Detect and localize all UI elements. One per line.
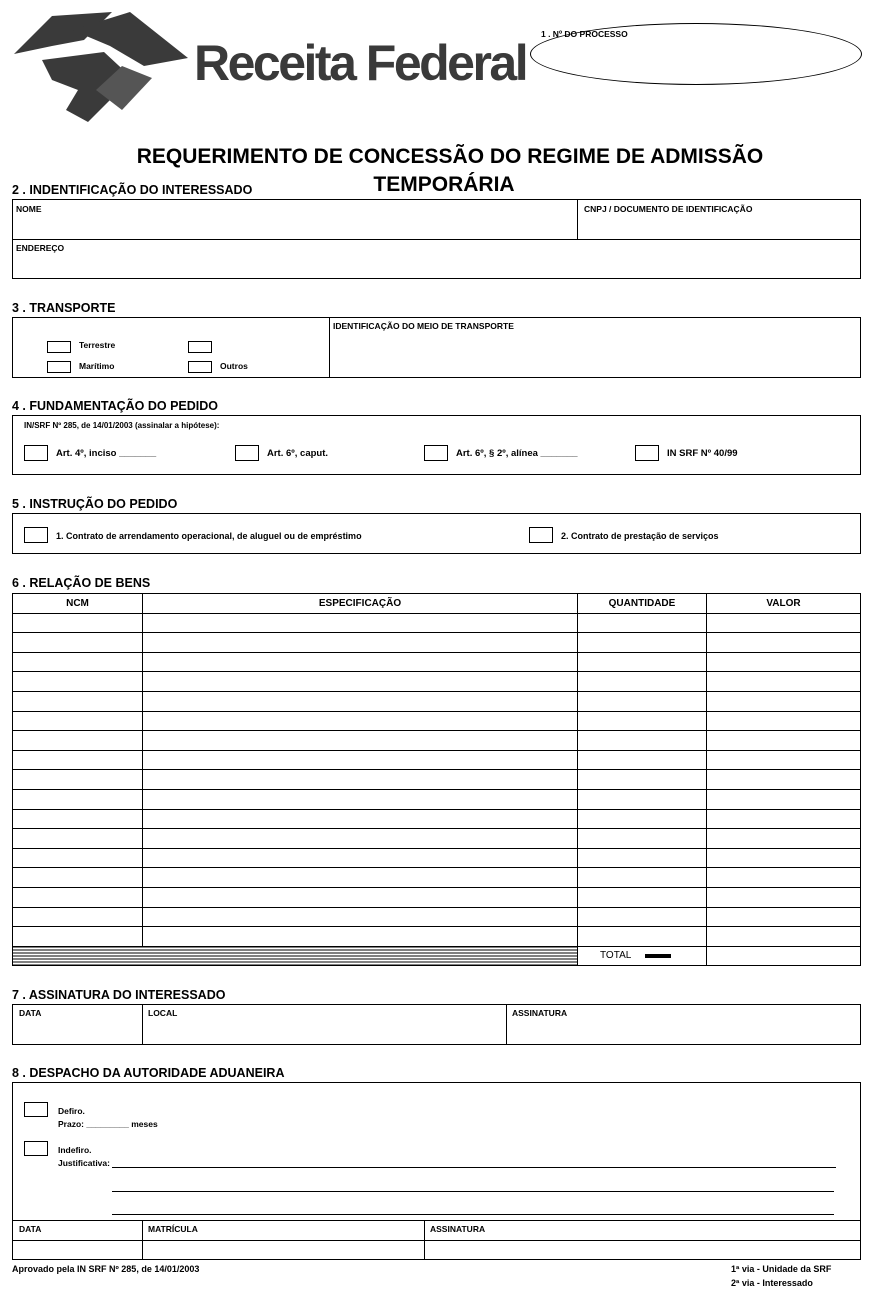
cell-quantidade[interactable]	[578, 829, 707, 849]
art4-checkbox[interactable]	[24, 445, 48, 461]
cell-ncm[interactable]	[13, 691, 143, 711]
s7-assinatura-label: ASSINATURA	[512, 1008, 568, 1018]
cell-ncm[interactable]	[13, 789, 143, 809]
s7-local-field[interactable]	[144, 1005, 505, 1044]
nome-label: NOME	[16, 204, 42, 214]
cell-quantidade[interactable]	[578, 809, 707, 829]
section8-heading: 8 . DESPACHO DA AUTORIDADE ADUANEIRA	[12, 1066, 285, 1080]
s7-local-label: LOCAL	[148, 1008, 178, 1018]
in-srf-40-checkbox[interactable]	[635, 445, 659, 461]
maritimo-checkbox[interactable]	[47, 361, 71, 373]
cell-ncm[interactable]	[13, 731, 143, 751]
col-especificacao: ESPECIFICAÇÃO	[143, 594, 578, 614]
cell-ncm[interactable]	[13, 809, 143, 829]
justificativa-line-3[interactable]	[112, 1214, 834, 1215]
section7-divider-1	[142, 1004, 143, 1045]
total-arrow-icon	[645, 954, 671, 958]
outros-checkbox[interactable]	[188, 361, 212, 373]
s8-grid-top	[12, 1220, 861, 1221]
nome-field[interactable]	[13, 200, 576, 239]
cell-especificacao[interactable]	[143, 750, 578, 770]
table-row	[13, 613, 861, 633]
cell-valor[interactable]	[707, 652, 861, 672]
defiro-checkbox[interactable]	[24, 1102, 48, 1117]
art6-par2-label: Art. 6º, § 2º, alínea _______	[456, 448, 578, 459]
s8-data-field[interactable]	[13, 1241, 141, 1259]
bens-total-row	[13, 946, 861, 966]
cell-quantidade[interactable]	[578, 927, 707, 947]
document-title-line2: TEMPORÁRIA	[373, 173, 515, 196]
cell-especificacao[interactable]	[143, 691, 578, 711]
col-quantidade: QUANTIDADE	[578, 594, 707, 614]
s8-data-label: DATA	[19, 1224, 42, 1234]
cell-ncm[interactable]	[13, 927, 143, 947]
total-value-cell[interactable]	[707, 946, 861, 966]
footer-via2: 2ª via - Interessado	[731, 1278, 813, 1288]
cell-ncm[interactable]	[13, 711, 143, 731]
cell-quantidade[interactable]	[578, 672, 707, 692]
section3-heading: 3 . TRANSPORTE	[12, 301, 116, 315]
section6-heading: 6 . RELAÇÃO DE BENS	[12, 576, 151, 590]
s8-divider-1	[142, 1220, 143, 1260]
processo-label: 1 . Nº DO PROCESSO	[541, 29, 628, 39]
terrestre-checkbox[interactable]	[47, 341, 71, 353]
cell-quantidade[interactable]	[578, 691, 707, 711]
cell-especificacao[interactable]	[143, 711, 578, 731]
cell-quantidade[interactable]	[578, 848, 707, 868]
cell-valor[interactable]	[707, 613, 861, 633]
cell-valor[interactable]	[707, 789, 861, 809]
cell-quantidade[interactable]	[578, 731, 707, 751]
cell-valor[interactable]	[707, 907, 861, 927]
cell-especificacao[interactable]	[143, 789, 578, 809]
in-srf-40-label: IN SRF Nº 40/99	[667, 448, 738, 459]
cell-quantidade[interactable]	[578, 907, 707, 927]
meio-transporte-label: IDENTIFICAÇÃO DO MEIO DE TRANSPORTE	[333, 321, 514, 331]
total-label-cell	[578, 946, 707, 966]
footer-via1: 1ª via - Unidade da SRF	[731, 1264, 832, 1274]
cell-valor[interactable]	[707, 633, 861, 653]
section3-divider-v	[329, 317, 330, 378]
s8-assinatura-label: ASSINATURA	[430, 1224, 486, 1234]
table-row	[13, 907, 861, 927]
cell-quantidade[interactable]	[578, 887, 707, 907]
art6-caput-checkbox[interactable]	[235, 445, 259, 461]
table-row	[13, 789, 861, 809]
indefiro-label: Indefiro.	[58, 1145, 92, 1155]
brand-wordmark: Receita Federal	[194, 35, 527, 91]
terrestre-label: Terrestre	[79, 340, 116, 350]
cell-ncm[interactable]	[13, 613, 143, 633]
table-row	[13, 633, 861, 653]
cell-especificacao[interactable]	[143, 633, 578, 653]
bens-body	[13, 613, 861, 946]
receita-logo-icon	[12, 6, 192, 124]
table-row	[13, 829, 861, 849]
contrato-arrendamento-label: 1. Contrato de arrendamento operacional, de aluguel ou de empréstimo	[56, 531, 362, 541]
contrato-servicos-checkbox[interactable]	[529, 527, 553, 543]
receita-federal-logo	[12, 6, 527, 124]
cell-ncm[interactable]	[13, 848, 143, 868]
table-row	[13, 927, 861, 947]
table-row	[13, 770, 861, 790]
table-row	[13, 809, 861, 829]
section4-heading: 4 . FUNDAMENTAÇÃO DO PEDIDO	[12, 399, 219, 413]
cell-valor[interactable]	[707, 927, 861, 947]
cell-ncm[interactable]	[13, 829, 143, 849]
cell-ncm[interactable]	[13, 907, 143, 927]
cell-valor[interactable]	[707, 750, 861, 770]
cell-especificacao[interactable]	[143, 731, 578, 751]
section7-heading: 7 . ASSINATURA DO INTERESSADO	[12, 988, 226, 1002]
art6-caput-label: Art. 6º, caput.	[267, 448, 329, 459]
cell-quantidade[interactable]	[578, 770, 707, 790]
cell-valor[interactable]	[707, 809, 861, 829]
cell-quantidade[interactable]	[578, 789, 707, 809]
section7-divider-2	[506, 1004, 507, 1045]
cell-ncm[interactable]	[13, 672, 143, 692]
contrato-arrendamento-checkbox[interactable]	[24, 527, 48, 543]
art6-par2-checkbox[interactable]	[424, 445, 448, 461]
table-row	[13, 731, 861, 751]
cell-valor[interactable]	[707, 672, 861, 692]
cell-especificacao[interactable]	[143, 848, 578, 868]
total-hatch	[13, 946, 578, 966]
art4-label: Art. 4º, inciso _______	[56, 448, 157, 459]
prazo-label: Prazo: _________ meses	[58, 1119, 158, 1129]
s8-matricula-label: MATRÍCULA	[148, 1224, 198, 1234]
maritimo-label: Marítimo	[79, 361, 115, 371]
cell-quantidade[interactable]	[578, 868, 707, 888]
table-row	[13, 672, 861, 692]
cell-valor[interactable]	[707, 731, 861, 751]
cell-ncm[interactable]	[13, 652, 143, 672]
section5-heading: 5 . INSTRUÇÃO DO PEDIDO	[12, 497, 178, 511]
cell-ncm[interactable]	[13, 770, 143, 790]
cell-quantidade[interactable]	[578, 613, 707, 633]
table-row	[13, 750, 861, 770]
cell-valor[interactable]	[707, 691, 861, 711]
bens-header-row	[13, 594, 861, 614]
col-ncm: NCM	[13, 594, 143, 614]
cell-ncm[interactable]	[13, 887, 143, 907]
s7-data-label: DATA	[19, 1008, 42, 1018]
cell-quantidade[interactable]	[578, 750, 707, 770]
cell-valor[interactable]	[707, 848, 861, 868]
contrato-servicos-label: 2. Contrato de prestação de serviços	[561, 531, 719, 541]
bens-table	[12, 593, 861, 966]
cell-valor[interactable]	[707, 829, 861, 849]
endereco-label: ENDEREÇO	[16, 243, 65, 253]
cell-especificacao[interactable]	[143, 672, 578, 692]
cell-valor[interactable]	[707, 711, 861, 731]
s8-divider-2	[424, 1220, 425, 1260]
cell-ncm[interactable]	[13, 633, 143, 653]
cell-ncm[interactable]	[13, 868, 143, 888]
cell-quantidade[interactable]	[578, 652, 707, 672]
endereco-field[interactable]	[13, 240, 860, 278]
cell-especificacao[interactable]	[143, 887, 578, 907]
cell-especificacao[interactable]	[143, 907, 578, 927]
cell-especificacao[interactable]	[143, 613, 578, 633]
s8-matricula-field[interactable]	[144, 1241, 423, 1259]
s8-assinatura-field[interactable]	[426, 1241, 860, 1259]
table-row	[13, 711, 861, 731]
justificativa-line-2[interactable]	[112, 1191, 834, 1192]
cell-especificacao[interactable]	[143, 829, 578, 849]
table-row	[13, 691, 861, 711]
outros-label: Outros	[220, 361, 248, 371]
cell-especificacao[interactable]	[143, 770, 578, 790]
cell-especificacao[interactable]	[143, 868, 578, 888]
cell-especificacao[interactable]	[143, 809, 578, 829]
cell-valor[interactable]	[707, 770, 861, 790]
cell-quantidade[interactable]	[578, 633, 707, 653]
total-label: TOTAL	[600, 950, 632, 962]
table-row	[13, 868, 861, 888]
indefiro-checkbox[interactable]	[24, 1141, 48, 1156]
cell-valor[interactable]	[707, 868, 861, 888]
cell-valor[interactable]	[707, 887, 861, 907]
justificativa-line-1[interactable]	[112, 1167, 836, 1168]
cnpj-label: CNPJ / DOCUMENTO DE IDENTIFICAÇÃO	[584, 204, 753, 214]
cell-especificacao[interactable]	[143, 652, 578, 672]
section2-heading: 2 . INDENTIFICAÇÃO DO INTERESSADO	[12, 183, 253, 197]
footer-aprovado: Aprovado pela IN SRF Nº 285, de 14/01/2003	[12, 1264, 200, 1274]
defiro-label: Defiro.	[58, 1106, 85, 1116]
cell-quantidade[interactable]	[578, 711, 707, 731]
cell-ncm[interactable]	[13, 750, 143, 770]
justificativa-label: Justificativa:	[58, 1158, 110, 1168]
table-row	[13, 652, 861, 672]
blank-transport-checkbox[interactable]	[188, 341, 212, 353]
document-title-line1: REQUERIMENTO DE CONCESSÃO DO REGIME DE ADMISSÃO	[136, 145, 764, 168]
cell-especificacao[interactable]	[143, 927, 578, 947]
section4-note: IN/SRF Nº 285, de 14/01/2003 (assinalar a hipótese):	[24, 421, 220, 430]
col-valor: VALOR	[707, 594, 861, 614]
table-row	[13, 848, 861, 868]
table-row	[13, 887, 861, 907]
